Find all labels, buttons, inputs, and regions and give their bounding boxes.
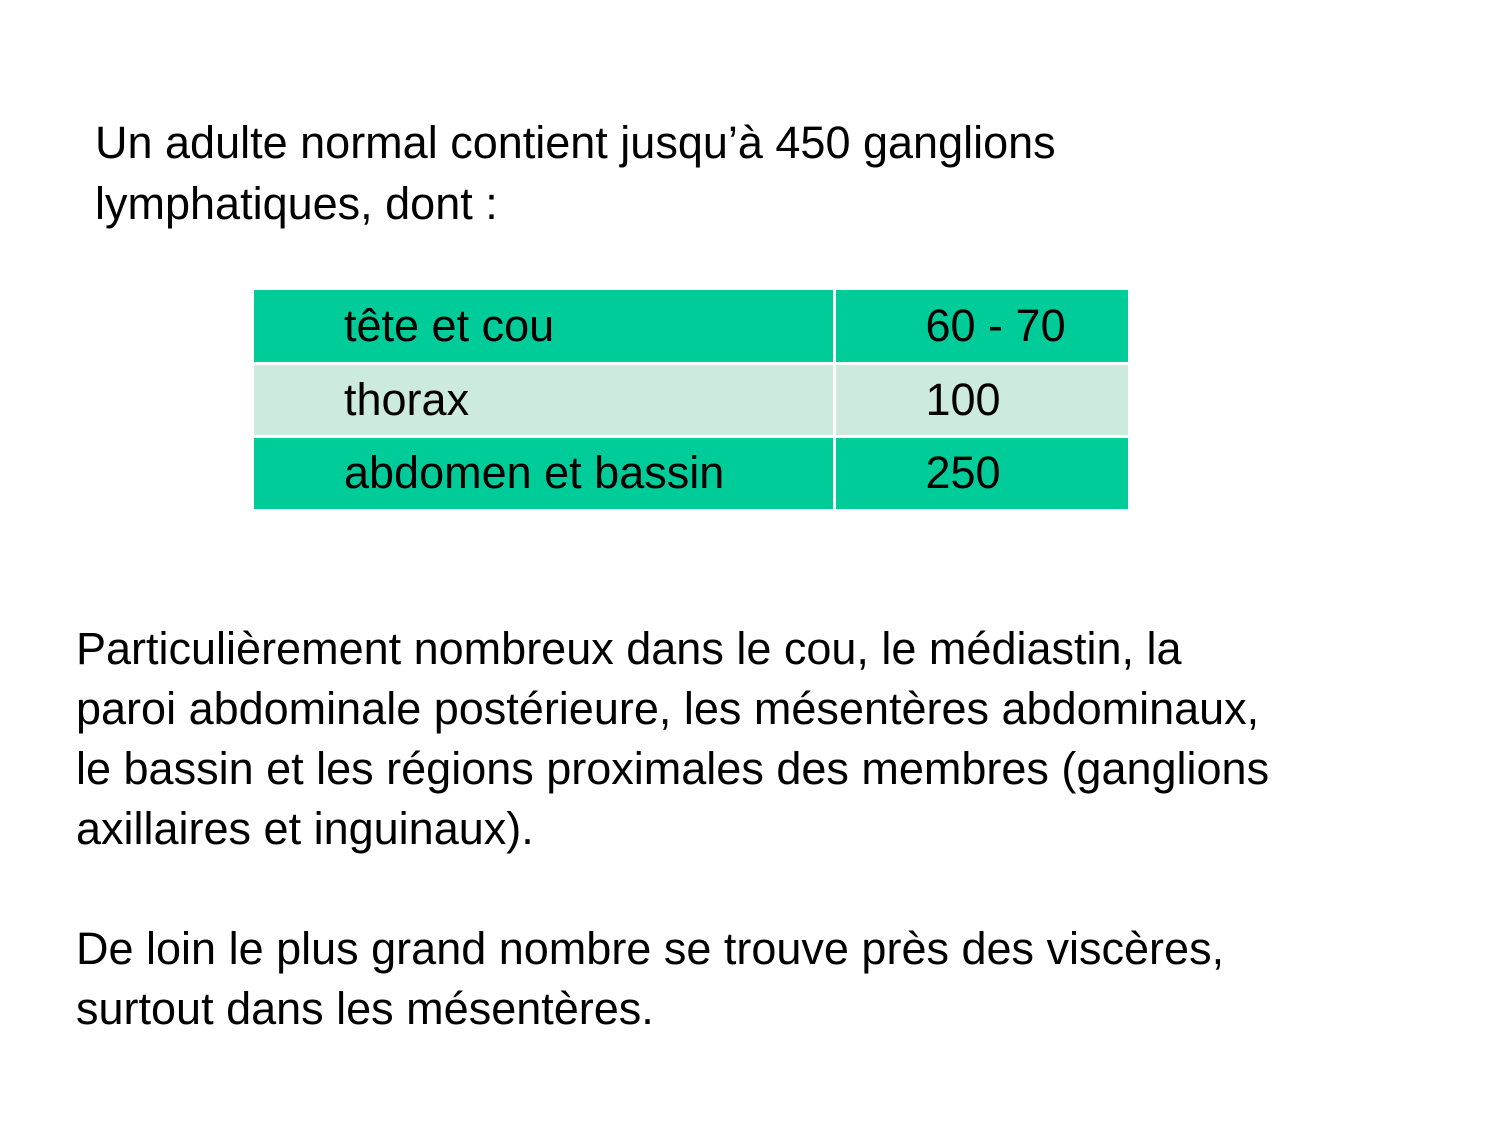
count-cell: 60 - 70 <box>834 290 1128 363</box>
lymph-node-count-table <box>254 290 1128 509</box>
paragraph-line: Particulièrement nombreux dans le cou, le médiastin, la <box>76 623 1182 674</box>
table-row <box>254 290 1128 363</box>
count-cell: 100 <box>834 363 1128 436</box>
count-cell: 250 <box>834 436 1128 509</box>
paragraph-line: surtout dans les mésentères. <box>76 983 654 1034</box>
region-cell: abdomen et bassin <box>254 436 834 509</box>
intro-line: lymphatiques, dont : <box>95 178 498 229</box>
paragraph-line: paroi abdominale postérieure, les mésentères abdominaux, <box>76 683 1260 734</box>
intro-text <box>95 112 1295 234</box>
paragraph-line: le bassin et les régions proximales des membres (ganglions <box>76 743 1270 794</box>
table-row <box>254 436 1128 509</box>
viscera-paragraph <box>76 919 1456 1039</box>
paragraph-line: axillaires et inguinaux). <box>76 803 534 854</box>
region-cell: thorax <box>254 363 834 436</box>
distribution-paragraph <box>76 619 1456 859</box>
intro-line: Un adulte normal contient jusqu’à 450 ganglions <box>95 117 1056 168</box>
paragraph-line: De loin le plus grand nombre se trouve près des viscères, <box>76 923 1225 974</box>
table-row <box>254 363 1128 436</box>
region-cell: tête et cou <box>254 290 834 363</box>
